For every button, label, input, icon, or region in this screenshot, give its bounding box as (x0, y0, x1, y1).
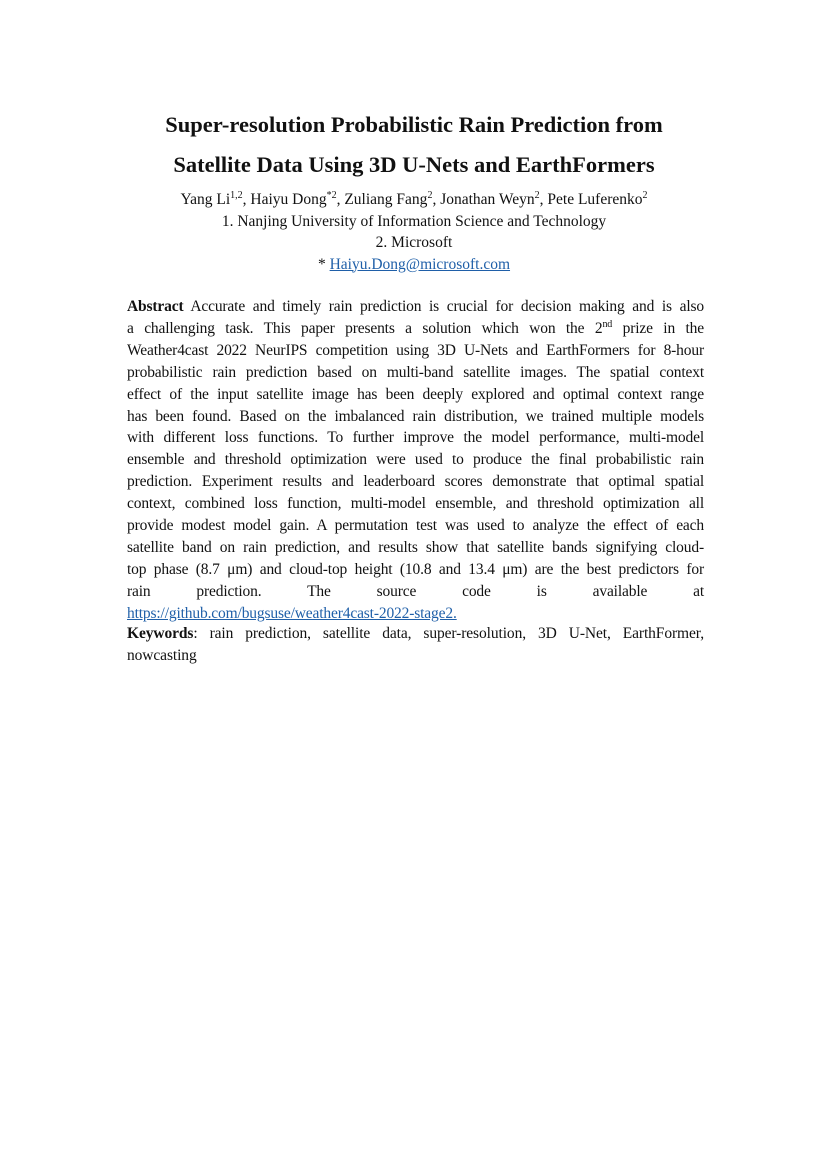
title-line-2: Satellite Data Using 3D U-Nets and EarthFormers (173, 152, 655, 177)
author-affiliation-mark: 2 (642, 189, 648, 201)
abstract-line: Abstract Accurate and timely rain prediction is crucial for decision making and is also (127, 298, 704, 315)
source-code-link[interactable]: https://github.com/bugsuse/weather4cast-2022-stage2. (127, 604, 457, 622)
author-affiliation-mark: 1,2 (230, 189, 243, 201)
author-affiliation-mark: 2 (534, 189, 540, 201)
abstract-line: Weather4cast 2022 NeurIPS competition using 3D U-Nets and EarthFormers for 8-hour (127, 341, 704, 359)
author-affiliation-mark: 2 (427, 189, 433, 201)
affiliation-2: 2. Microsoft (375, 234, 453, 251)
abstract-line: has been found. Based on the imbalanced rain distribution, we trained multiple models (127, 407, 704, 425)
corresponding-author (60, 254, 768, 276)
abstract-line: rain prediction. The source code is available at (127, 582, 704, 600)
title-line-1: Super-resolution Probabilistic Rain Prediction from (165, 112, 663, 137)
author-separator: , (432, 191, 441, 208)
author-affiliation-mark: *2 (326, 189, 337, 201)
corresponding-marker: * (317, 255, 330, 273)
keywords-line: Keywords: rain prediction, satellite data, super-resolution, 3D U-Net, EarthFormer, (127, 625, 704, 642)
abstract-line: prediction. Experiment results and leaderboard scores demonstrate that optimal spatial (127, 473, 704, 491)
keywords-section (127, 623, 704, 667)
abstract-line: probabilistic rain prediction based on multi-band satellite images. The spatial context (127, 363, 704, 381)
author-name: Yang Li (180, 191, 231, 208)
ordinal-suffix: nd (602, 318, 613, 330)
author-block (60, 189, 768, 275)
affiliation-1: 1. Nanjing University of Information Science and Technology (221, 212, 607, 230)
author-separator: , (242, 191, 251, 208)
author-name: Zuliang Fang (344, 191, 428, 208)
abstract-line: ensemble and threshold optimization were used to produce the final probabilistic rain (127, 451, 704, 469)
keywords-line: nowcasting (127, 646, 197, 664)
abstract-line: effect of the input satellite image has been deeply explored and optimal context range (127, 385, 704, 403)
keywords-heading: Keywords (127, 625, 194, 642)
abstract-section (127, 296, 704, 625)
author-name: Pete Luferenko (547, 191, 643, 208)
abstract-line: satellite band on rain prediction, and results show that satellite bands signifying cloud- (127, 538, 704, 556)
author-list (60, 189, 768, 211)
author-name: Haiyu Dong (250, 191, 327, 208)
paper-title (60, 105, 768, 185)
abstract-line (127, 603, 704, 625)
abstract-line: a challenging task. This paper presents a solution which won the 2nd prize in the (127, 318, 704, 337)
abstract-heading: Abstract (127, 298, 184, 315)
corresponding-email-link[interactable]: Haiyu.Dong@microsoft.com (329, 255, 511, 273)
author-separator: , (539, 191, 548, 208)
abstract-line: context, combined loss function, multi-model ensemble, and threshold optimization all (127, 495, 704, 513)
author-name: Jonathan Weyn (440, 191, 535, 208)
abstract-line: top phase (8.7 μm) and cloud-top height (10.8 and 13.4 μm) are the best predictors for (127, 560, 704, 578)
abstract-line: provide modest model gain. A permutation test was used to analyze the effect of each (127, 517, 704, 535)
author-separator: , (336, 191, 345, 208)
abstract-line: with different loss functions. To further improve the model performance, multi-model (127, 429, 704, 447)
